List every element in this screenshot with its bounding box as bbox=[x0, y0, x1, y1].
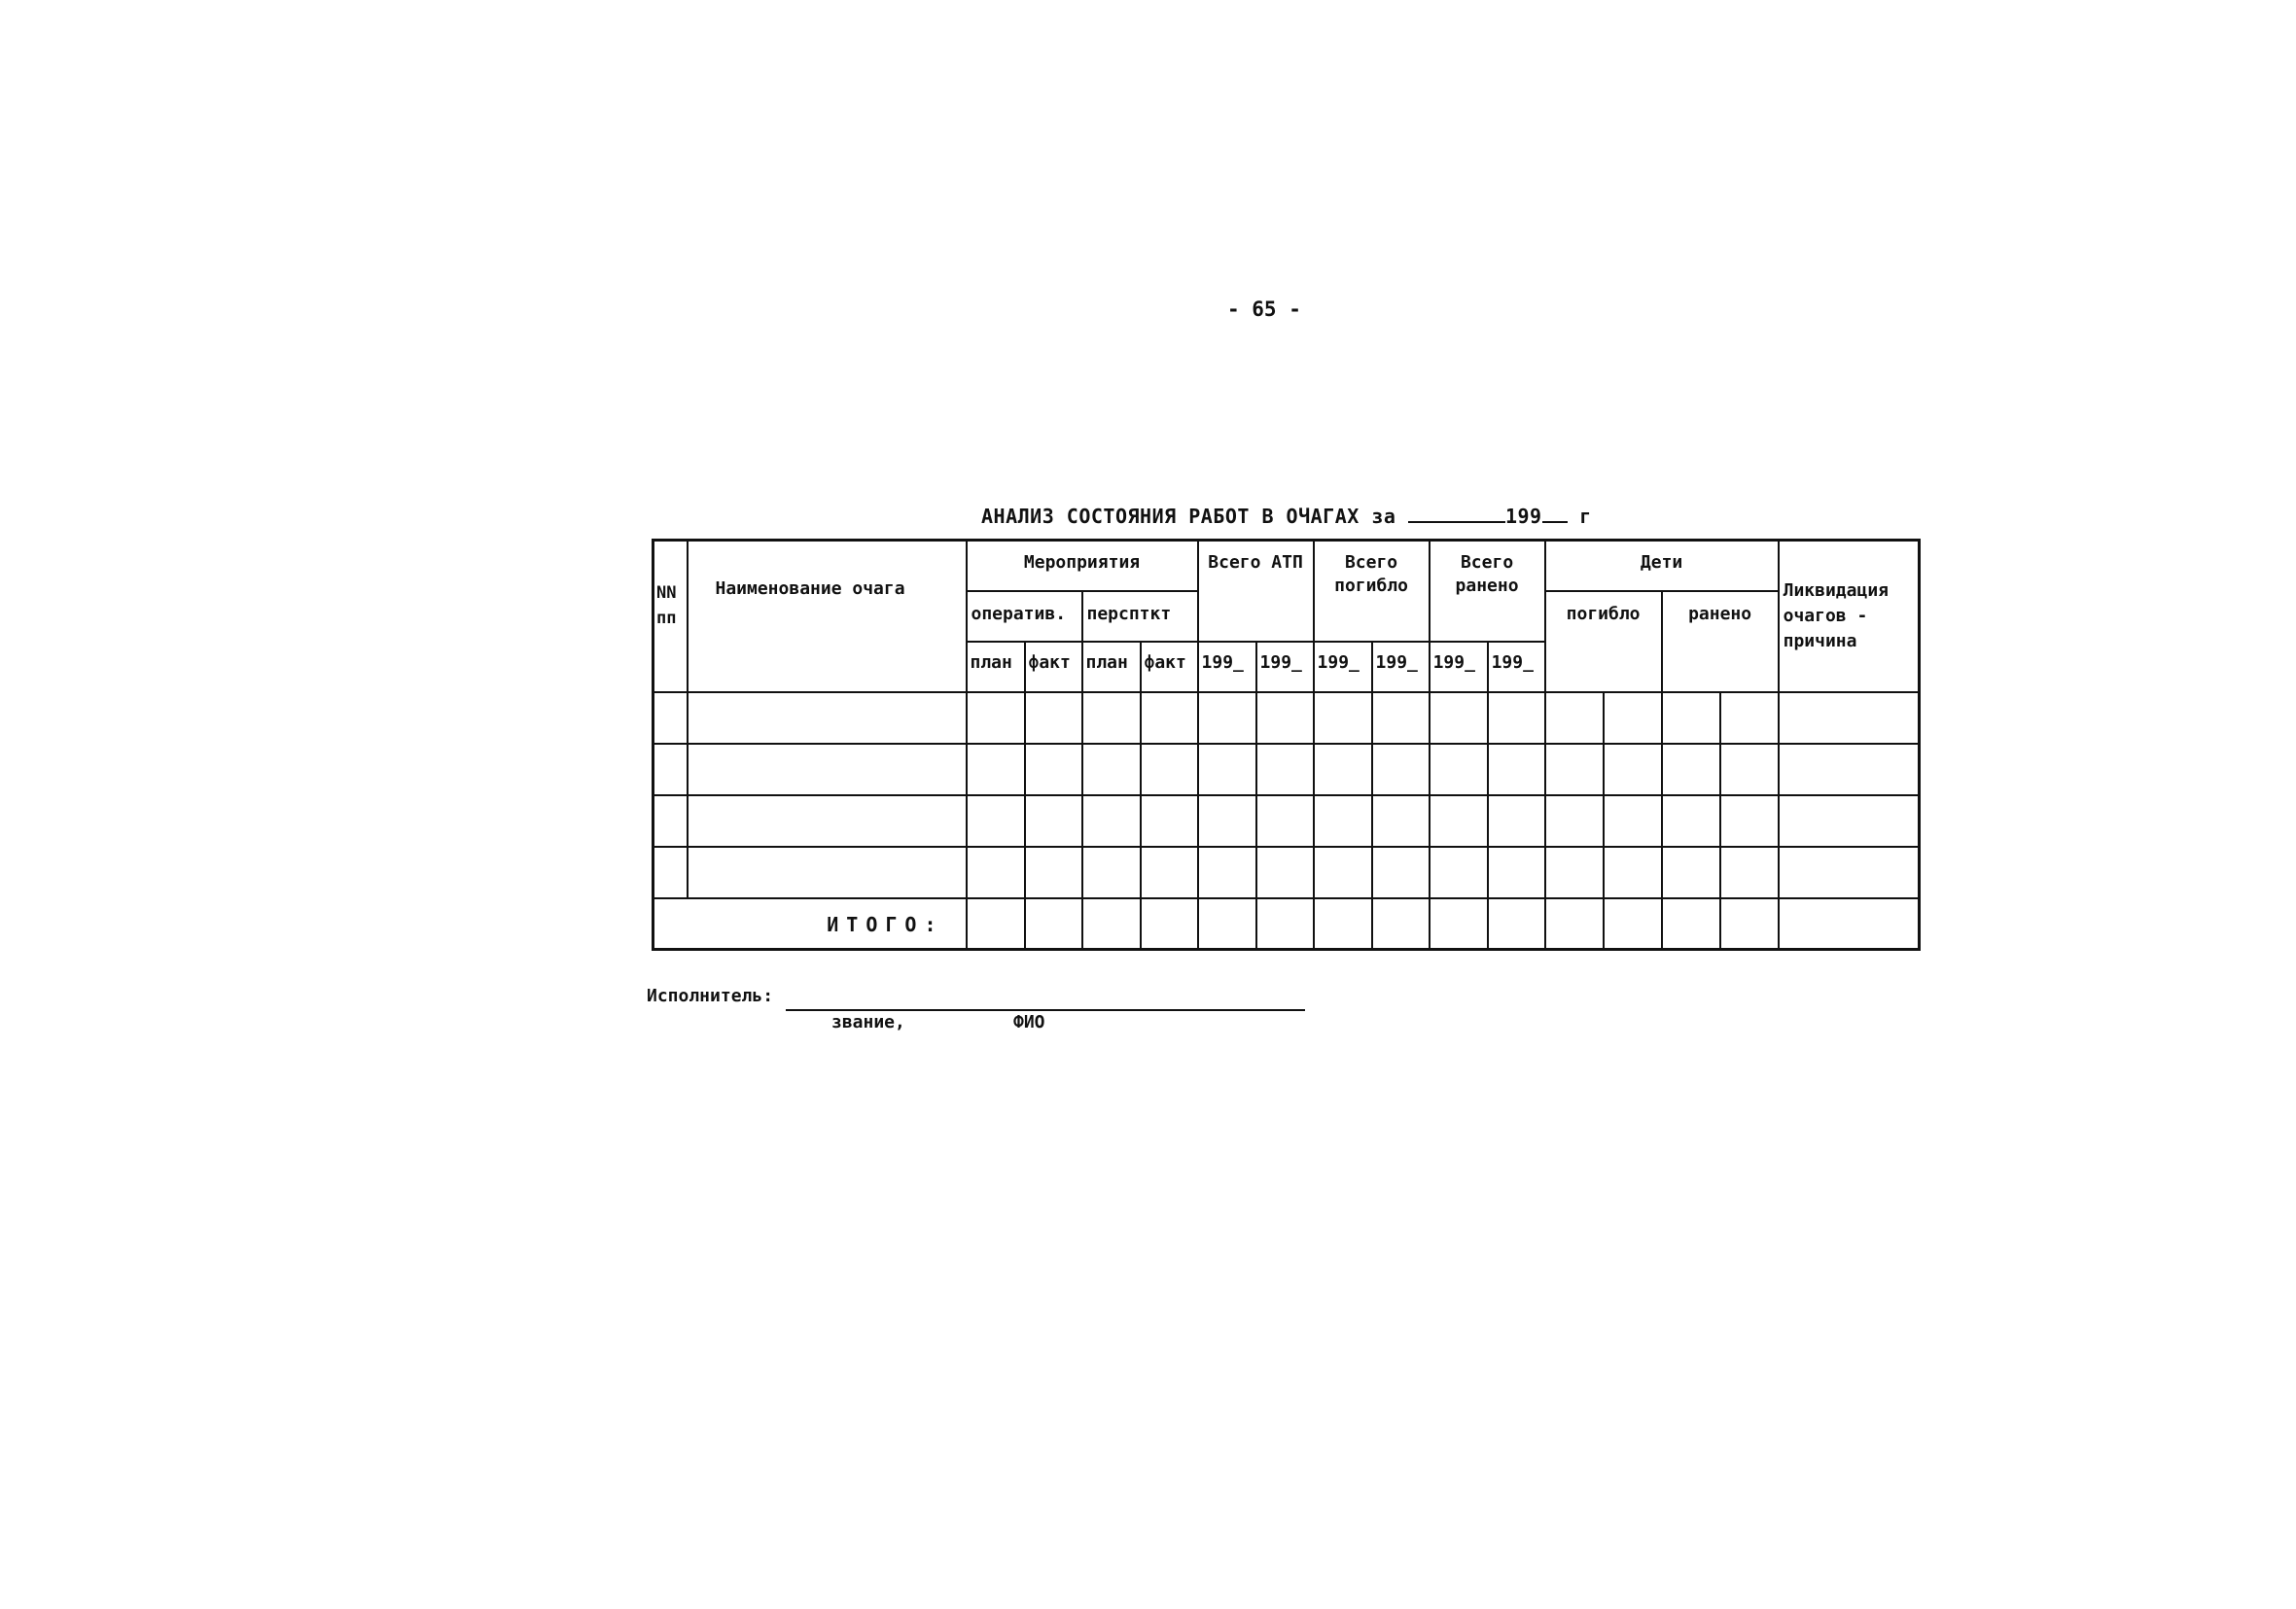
header-row-1 bbox=[653, 541, 1920, 591]
cell[interactable] bbox=[1430, 795, 1488, 847]
cell[interactable] bbox=[1025, 744, 1082, 795]
cell[interactable] bbox=[1488, 795, 1545, 847]
header-fakt: факт bbox=[1141, 642, 1198, 692]
cell[interactable] bbox=[1256, 898, 1314, 950]
cell[interactable] bbox=[1662, 744, 1720, 795]
period-blank[interactable] bbox=[1408, 502, 1505, 523]
header-total-wounded: Всего ранено bbox=[1430, 541, 1545, 642]
cell[interactable] bbox=[1779, 795, 1920, 847]
header-plan: план bbox=[1082, 642, 1141, 692]
form-title bbox=[981, 502, 1592, 528]
form-title-text: АНАЛИЗ СОСТОЯНИЯ РАБОТ В ОЧАГАХ за bbox=[981, 505, 1396, 528]
cell[interactable] bbox=[1545, 795, 1604, 847]
cell[interactable] bbox=[1720, 898, 1779, 950]
cell[interactable] bbox=[1545, 847, 1604, 898]
cell[interactable] bbox=[1025, 795, 1082, 847]
signature-fio: ФИО bbox=[1013, 1012, 1045, 1032]
cell[interactable] bbox=[1256, 744, 1314, 795]
cell[interactable] bbox=[1198, 744, 1256, 795]
cell[interactable] bbox=[967, 898, 1025, 950]
cell[interactable] bbox=[1720, 692, 1779, 744]
total-row bbox=[653, 898, 1920, 950]
header-total-atp: Всего АТП bbox=[1198, 541, 1314, 642]
cell[interactable] bbox=[1141, 795, 1198, 847]
cell[interactable] bbox=[1314, 744, 1372, 795]
cell[interactable] bbox=[1314, 847, 1372, 898]
cell[interactable] bbox=[1256, 795, 1314, 847]
cell[interactable] bbox=[1372, 744, 1430, 795]
cell[interactable] bbox=[1082, 744, 1141, 795]
header-name: Наименование очага bbox=[688, 541, 967, 692]
header-liquidation: Ликвидация очагов - причина bbox=[1779, 541, 1920, 692]
cell[interactable] bbox=[1604, 795, 1662, 847]
cell[interactable] bbox=[967, 744, 1025, 795]
cell[interactable] bbox=[1430, 847, 1488, 898]
form-title-suffix: г bbox=[1579, 505, 1592, 528]
year-blank[interactable] bbox=[1542, 502, 1568, 523]
header-plan: план bbox=[967, 642, 1025, 692]
cell[interactable] bbox=[1256, 692, 1314, 744]
header-children-wounded: ранено bbox=[1662, 591, 1779, 692]
header-operativ: оператив. bbox=[967, 591, 1082, 642]
cell[interactable] bbox=[653, 744, 688, 795]
cell[interactable] bbox=[1198, 692, 1256, 744]
year-cell: 199_ bbox=[1488, 642, 1545, 692]
cell[interactable] bbox=[967, 795, 1025, 847]
cell[interactable] bbox=[1141, 692, 1198, 744]
cell[interactable] bbox=[1141, 744, 1198, 795]
cell[interactable] bbox=[653, 795, 688, 847]
cell[interactable] bbox=[1779, 692, 1920, 744]
cell[interactable] bbox=[1314, 898, 1372, 950]
cell[interactable] bbox=[1604, 744, 1662, 795]
cell[interactable] bbox=[1604, 898, 1662, 950]
signature-label: Исполнитель: bbox=[647, 986, 774, 1006]
cell[interactable] bbox=[1779, 847, 1920, 898]
cell[interactable] bbox=[1604, 692, 1662, 744]
cell[interactable] bbox=[1720, 847, 1779, 898]
cell[interactable] bbox=[688, 847, 967, 898]
signature-rank: звание, bbox=[831, 1012, 905, 1032]
cell[interactable] bbox=[688, 795, 967, 847]
header-measures: Мероприятия bbox=[967, 541, 1198, 591]
cell[interactable] bbox=[1198, 898, 1256, 950]
header-fakt: факт bbox=[1025, 642, 1082, 692]
table-row bbox=[653, 692, 1920, 744]
cell[interactable] bbox=[1779, 898, 1920, 950]
cell[interactable] bbox=[688, 744, 967, 795]
cell[interactable] bbox=[1256, 847, 1314, 898]
cell[interactable] bbox=[1082, 795, 1141, 847]
cell[interactable] bbox=[1141, 847, 1198, 898]
cell[interactable] bbox=[967, 692, 1025, 744]
cell[interactable] bbox=[1488, 692, 1545, 744]
table-row bbox=[653, 744, 1920, 795]
page-number: - 65 - bbox=[1227, 297, 1301, 321]
cell[interactable] bbox=[1082, 898, 1141, 950]
cell[interactable] bbox=[688, 692, 967, 744]
cell[interactable] bbox=[1198, 795, 1256, 847]
cell[interactable] bbox=[1779, 744, 1920, 795]
cell[interactable] bbox=[1372, 692, 1430, 744]
cell[interactable] bbox=[1430, 898, 1488, 950]
year-cell: 199_ bbox=[1372, 642, 1430, 692]
form-title-year: 199 bbox=[1504, 505, 1542, 528]
table-row bbox=[653, 847, 1920, 898]
header-nn: NN пп bbox=[653, 541, 688, 692]
cell[interactable] bbox=[1488, 847, 1545, 898]
cell[interactable] bbox=[1720, 795, 1779, 847]
cell[interactable] bbox=[1198, 847, 1256, 898]
cell[interactable] bbox=[1372, 795, 1430, 847]
cell[interactable] bbox=[1488, 898, 1545, 950]
year-cell: 199_ bbox=[1198, 642, 1256, 692]
cell[interactable] bbox=[1662, 847, 1720, 898]
signature-line[interactable] bbox=[786, 1009, 1305, 1011]
cell[interactable] bbox=[967, 847, 1025, 898]
cell[interactable] bbox=[1372, 898, 1430, 950]
cell[interactable] bbox=[1545, 692, 1604, 744]
cell[interactable] bbox=[653, 692, 688, 744]
cell[interactable] bbox=[1720, 744, 1779, 795]
cell[interactable] bbox=[1430, 744, 1488, 795]
cell[interactable] bbox=[1662, 795, 1720, 847]
cell[interactable] bbox=[1545, 744, 1604, 795]
cell[interactable] bbox=[653, 847, 688, 898]
header-perspekt: перспткт bbox=[1082, 591, 1198, 642]
cell[interactable] bbox=[1545, 898, 1604, 950]
year-cell: 199_ bbox=[1430, 642, 1488, 692]
cell[interactable] bbox=[1314, 795, 1372, 847]
header-total-killed: Всего погибло bbox=[1314, 541, 1430, 642]
cell[interactable] bbox=[1662, 898, 1720, 950]
table-row bbox=[653, 795, 1920, 847]
cell[interactable] bbox=[1025, 692, 1082, 744]
cell[interactable] bbox=[1025, 898, 1082, 950]
cell[interactable] bbox=[1488, 744, 1545, 795]
cell[interactable] bbox=[1082, 847, 1141, 898]
cell[interactable] bbox=[1604, 847, 1662, 898]
cell[interactable] bbox=[1141, 898, 1198, 950]
cell[interactable] bbox=[1314, 692, 1372, 744]
total-label: ИТОГО: bbox=[653, 898, 967, 950]
cell[interactable] bbox=[1082, 692, 1141, 744]
cell[interactable] bbox=[1025, 847, 1082, 898]
header-children-killed: погибло bbox=[1545, 591, 1662, 692]
analysis-table bbox=[652, 539, 1921, 951]
cell[interactable] bbox=[1662, 692, 1720, 744]
cell[interactable] bbox=[1372, 847, 1430, 898]
cell[interactable] bbox=[1430, 692, 1488, 744]
year-cell: 199_ bbox=[1256, 642, 1314, 692]
year-cell: 199_ bbox=[1314, 642, 1372, 692]
header-children: Дети bbox=[1545, 541, 1779, 591]
